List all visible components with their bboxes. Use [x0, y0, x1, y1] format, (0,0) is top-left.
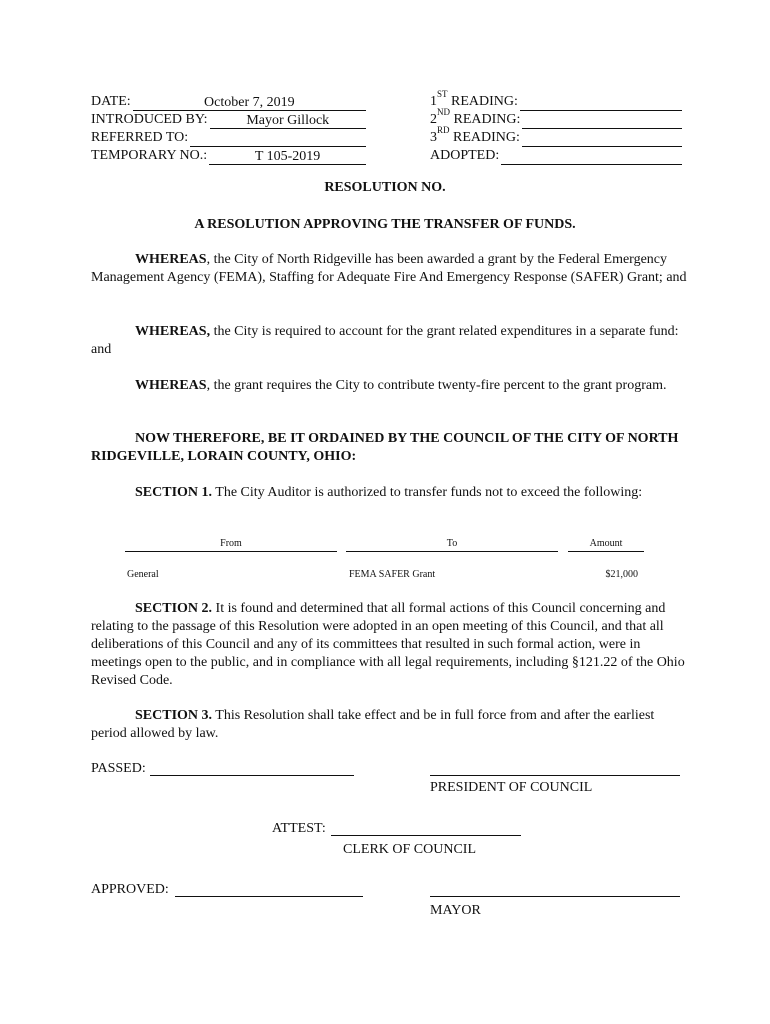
- reading2-row: [430, 107, 682, 129]
- president-signature-line: [430, 775, 680, 776]
- header-left-block: [91, 93, 366, 165]
- resolution-heading: A RESOLUTION APPROVING THE TRANSFER OF FUNDS.: [194, 217, 576, 232]
- table-cell-to: FEMA SAFER Grant: [349, 569, 436, 580]
- resolution-number: RESOLUTION NO.: [324, 180, 446, 195]
- reading2-label: 2ND READING:: [430, 107, 521, 127]
- reading1-row: [430, 89, 682, 111]
- temporary-label: TEMPORARY NO.:: [91, 148, 208, 163]
- passed-label: PASSED:: [91, 761, 146, 776]
- ordain-clause: NOW THEREFORE, BE IT ORDAINED BY THE COUNCIL OF THE CITY OF NORTH RIDGEVILLE, LORAIN COUNTY, OHIO:: [91, 431, 679, 464]
- reading2-line: [522, 113, 682, 129]
- introduced-value: Mayor Gillock: [210, 113, 366, 129]
- attest-label: ATTEST:: [272, 821, 326, 836]
- date-label: DATE:: [91, 94, 131, 109]
- temporary-value: T 105-2019: [209, 149, 366, 165]
- referred-value: [190, 131, 366, 147]
- table-header-from: From: [125, 538, 337, 552]
- table-header-to: To: [346, 538, 558, 552]
- reading1-label: 1ST READING:: [430, 89, 518, 109]
- header-right-block: [430, 89, 682, 165]
- temporary-row: [91, 147, 366, 165]
- whereas-paragraph-1: WHEREAS, the City of North Ridgeville has been awarded a grant by the Federal Emergency Management Agency (FEMA), Staffing for Adequate Fire And Emergency Response (SAFER) Grant; and: [91, 252, 687, 285]
- section-2: SECTION 2. It is found and determined that all formal actions of this Council concerning and relating to the passage of this Resolution were adopted in an open meeting of this Council, and that all deliberations of this Council and any of its committees that resulted in such formal action, were in meetings open to the public, and in compliance with all legal requirements, including §121.22 of the Ohio Revised Code.: [91, 601, 685, 688]
- date-row: [91, 93, 366, 111]
- mayor-signature-line: [430, 896, 680, 897]
- president-label: PRESIDENT OF COUNCIL: [430, 780, 593, 795]
- passed-line: [150, 775, 354, 776]
- reading3-row: [430, 125, 682, 147]
- adopted-line: [501, 149, 682, 165]
- section-3: SECTION 3. This Resolution shall take effect and be in full force from and after the earliest period allowed by law.: [91, 708, 655, 741]
- date-value: October 7, 2019: [133, 95, 366, 111]
- introduced-label: INTRODUCED BY:: [91, 112, 208, 127]
- adopted-row: [430, 147, 682, 165]
- referred-label: REFERRED TO:: [91, 130, 189, 145]
- section-1: SECTION 1. The City Auditor is authorized to transfer funds not to exceed the following:: [135, 485, 643, 500]
- approved-label: APPROVED:: [91, 882, 169, 897]
- clerk-label: CLERK OF COUNCIL: [343, 842, 477, 857]
- whereas-paragraph-2: WHEREAS, the City is required to account for the grant related expenditures in a separate fund: and: [91, 324, 679, 357]
- table-cell-from: General: [127, 569, 159, 580]
- referred-row: [91, 129, 366, 147]
- reading3-line: [522, 131, 682, 147]
- table-header-amount: Amount: [568, 538, 644, 552]
- mayor-label: MAYOR: [430, 903, 481, 918]
- attest-line: [331, 835, 521, 836]
- approved-line: [175, 896, 363, 897]
- reading3-label: 3RD READING:: [430, 125, 520, 145]
- whereas-paragraph-3: WHEREAS, the grant requires the City to contribute twenty-fire percent to the grant program.: [135, 378, 667, 393]
- adopted-label: ADOPTED:: [430, 148, 500, 163]
- table-cell-amount: $21,000: [605, 569, 638, 580]
- reading1-line: [520, 95, 682, 111]
- introduced-row: [91, 111, 366, 129]
